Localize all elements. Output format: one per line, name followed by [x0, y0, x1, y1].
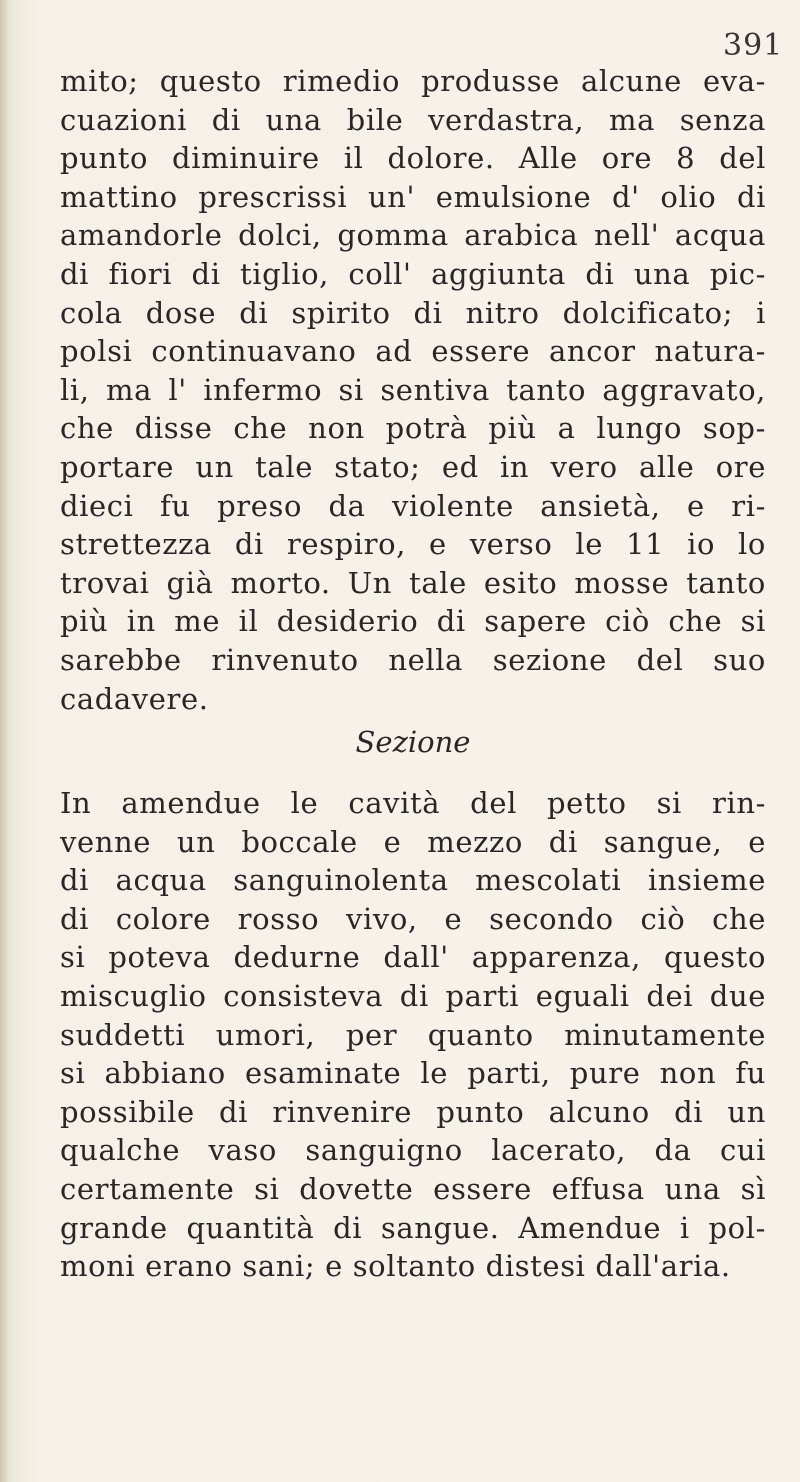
- binding-edge: [0, 0, 8, 1482]
- spacer: [60, 766, 766, 784]
- text-line: strettezza di respiro, e verso le 11 io lo: [60, 527, 766, 562]
- paragraph-1: [60, 62, 766, 718]
- text-line: miscuglio consisteva di parti eguali dei due: [60, 979, 766, 1014]
- text-line: mattino prescrissi un' emulsione d' olio di: [60, 179, 766, 214]
- text-line: polsi continuavano ad essere ancor natura-: [60, 334, 766, 369]
- text-line: più in me il desiderio di sapere ciò che si: [60, 604, 766, 639]
- text-line: qualche vaso sanguigno lacerato, da cui: [60, 1133, 766, 1168]
- text-line: sarebbe rinvenuto nella sezione del suo: [60, 642, 766, 677]
- text-line: grande quantità di sangue. Amendue i pol-: [60, 1210, 766, 1245]
- text-line: dieci fu preso da violente ansietà, e ri-: [60, 488, 766, 523]
- text-line: amandorle dolci, gomma arabica nell' acqua: [60, 218, 766, 253]
- text-line: li, ma l' infermo si sentiva tanto aggravato,: [60, 372, 766, 407]
- text-line: di fiori di tiglio, coll' aggiunta di una pic-: [60, 256, 766, 291]
- text-line: suddetti umori, per quanto minutamente: [60, 1017, 766, 1052]
- text-block: [60, 62, 766, 1286]
- text-line: In amendue le cavità del petto si rin-: [60, 786, 766, 821]
- text-line: mito; questo rimedio produsse alcune eva-: [60, 64, 766, 98]
- text-line: si poteva dedurne dall' apparenza, questo: [60, 940, 766, 975]
- text-line: cuazioni di una bile verdastra, ma senza: [60, 102, 766, 137]
- text-line: venne un boccale e mezzo di sangue, e: [60, 824, 766, 859]
- page-number: 391: [723, 28, 784, 63]
- text-line: trovai già morto. Un tale esito mosse tanto: [60, 565, 766, 600]
- text-line: di acqua sanguinolenta mescolati insieme: [60, 863, 766, 898]
- text-line: cadavere.: [60, 681, 209, 716]
- text-line: moni erano sani; e soltanto distesi dall'aria.: [60, 1249, 731, 1284]
- text-line: possibile di rinvenire punto alcuno di un: [60, 1094, 766, 1129]
- text-line: che disse che non potrà più a lungo sop-: [60, 411, 766, 446]
- text-line: cola dose di spirito di nitro dolcificato; i: [60, 295, 766, 330]
- paragraph-2: [60, 784, 766, 1286]
- section-heading: Sezione: [355, 725, 471, 760]
- text-line: di colore rosso vivo, e secondo ciò che: [60, 901, 766, 936]
- text-line: si abbiano esaminate le parti, pure non fu: [60, 1056, 766, 1091]
- text-line: certamente si dovette essere effusa una sì: [60, 1172, 766, 1207]
- text-line: punto diminuire il dolore. Alle ore 8 del: [60, 141, 766, 176]
- text-line: portare un tale stato; ed in vero alle ore: [60, 449, 766, 484]
